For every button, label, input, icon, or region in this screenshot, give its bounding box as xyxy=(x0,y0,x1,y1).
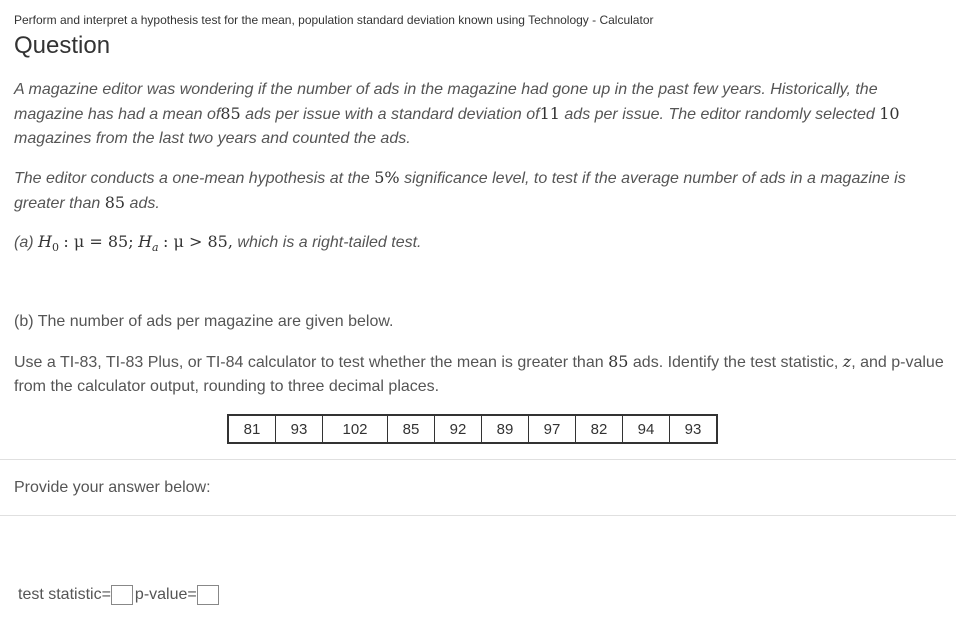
breadcrumb: Perform and interpret a hypothesis test for the mean, population standard deviation known using Technology - Calculator xyxy=(14,13,654,27)
p2-mu: 85 xyxy=(104,193,126,212)
h0-equation: : μ = 85; xyxy=(63,232,134,251)
table-cell: 81 xyxy=(228,415,276,443)
table-cell: 97 xyxy=(529,415,576,443)
h0-subscript: 0 xyxy=(51,241,59,255)
ads-data-table xyxy=(227,414,718,444)
instr-text-b: ads. Identify the test statistic, xyxy=(632,354,839,371)
divider xyxy=(0,515,956,516)
ha-symbol: $H_a$ xyxy=(138,232,159,255)
instr-text-c: , and p-value from the calculator output, rounding to three decimal places. xyxy=(14,354,944,395)
p2-text-c: ads. xyxy=(129,195,160,212)
p-value-label: p-value= xyxy=(134,586,197,603)
divider xyxy=(0,459,956,460)
p1-sd: 11 xyxy=(539,104,560,123)
p1-mean: 85 xyxy=(220,104,241,123)
table-cell: 94 xyxy=(623,415,670,443)
part-b-intro: (b) The number of ads per magazine are given below. xyxy=(14,313,394,330)
table-cell: 102 xyxy=(323,415,388,443)
p2-text-b: significance level, to test if the average number of ads in a magazine is greater than xyxy=(14,170,906,212)
p1-text-d: magazines from the last two years and counted the ads. xyxy=(14,130,411,147)
table-row xyxy=(228,415,717,443)
ha-inequality: : μ > 85, xyxy=(163,232,233,251)
test-statistic-input[interactable] xyxy=(111,585,133,605)
h0-symbol: $H_0$ xyxy=(38,232,59,255)
answer-prompt: Provide your answer below: xyxy=(14,479,211,496)
p1-text-a: A magazine editor was wondering if the number of ads in the magazine had gone up in the past few years. Historically, the magazine has had a mean of xyxy=(14,81,878,123)
instr-text-a: Use a TI-83, TI-83 Plus, or TI-84 calculator to test whether the mean is greater than xyxy=(14,354,604,371)
page-title: Question xyxy=(14,32,111,59)
instr-mu: 85 xyxy=(608,352,629,371)
test-statistic-label: test statistic= xyxy=(18,586,111,603)
table-cell: 85 xyxy=(388,415,435,443)
p2-text-a: The editor conducts a one-mean hypothesis at the xyxy=(14,170,370,187)
p1-text-c: ads per issue. The editor randomly selected xyxy=(564,106,875,123)
p1-n: 10 xyxy=(879,104,900,123)
instr-z: z xyxy=(842,352,852,371)
table-cell: 92 xyxy=(435,415,482,443)
ha-subscript: a xyxy=(152,241,159,255)
answer-row xyxy=(18,585,219,605)
part-a-text: which is a right-tailed test. xyxy=(237,234,422,251)
p1-text-b: ads per issue with a standard deviation of xyxy=(245,106,540,123)
part-a xyxy=(14,230,944,260)
p-value-input[interactable] xyxy=(197,585,219,605)
problem-paragraph-2 xyxy=(14,166,944,216)
table-cell: 82 xyxy=(576,415,623,443)
part-b-instructions xyxy=(14,350,944,399)
table-cell: 93 xyxy=(276,415,323,443)
problem-paragraph-1 xyxy=(14,78,944,151)
table-cell: 89 xyxy=(482,415,529,443)
p2-alpha: 5% xyxy=(374,168,400,187)
part-a-label: (a) xyxy=(14,234,34,251)
table-cell: 93 xyxy=(670,415,718,443)
